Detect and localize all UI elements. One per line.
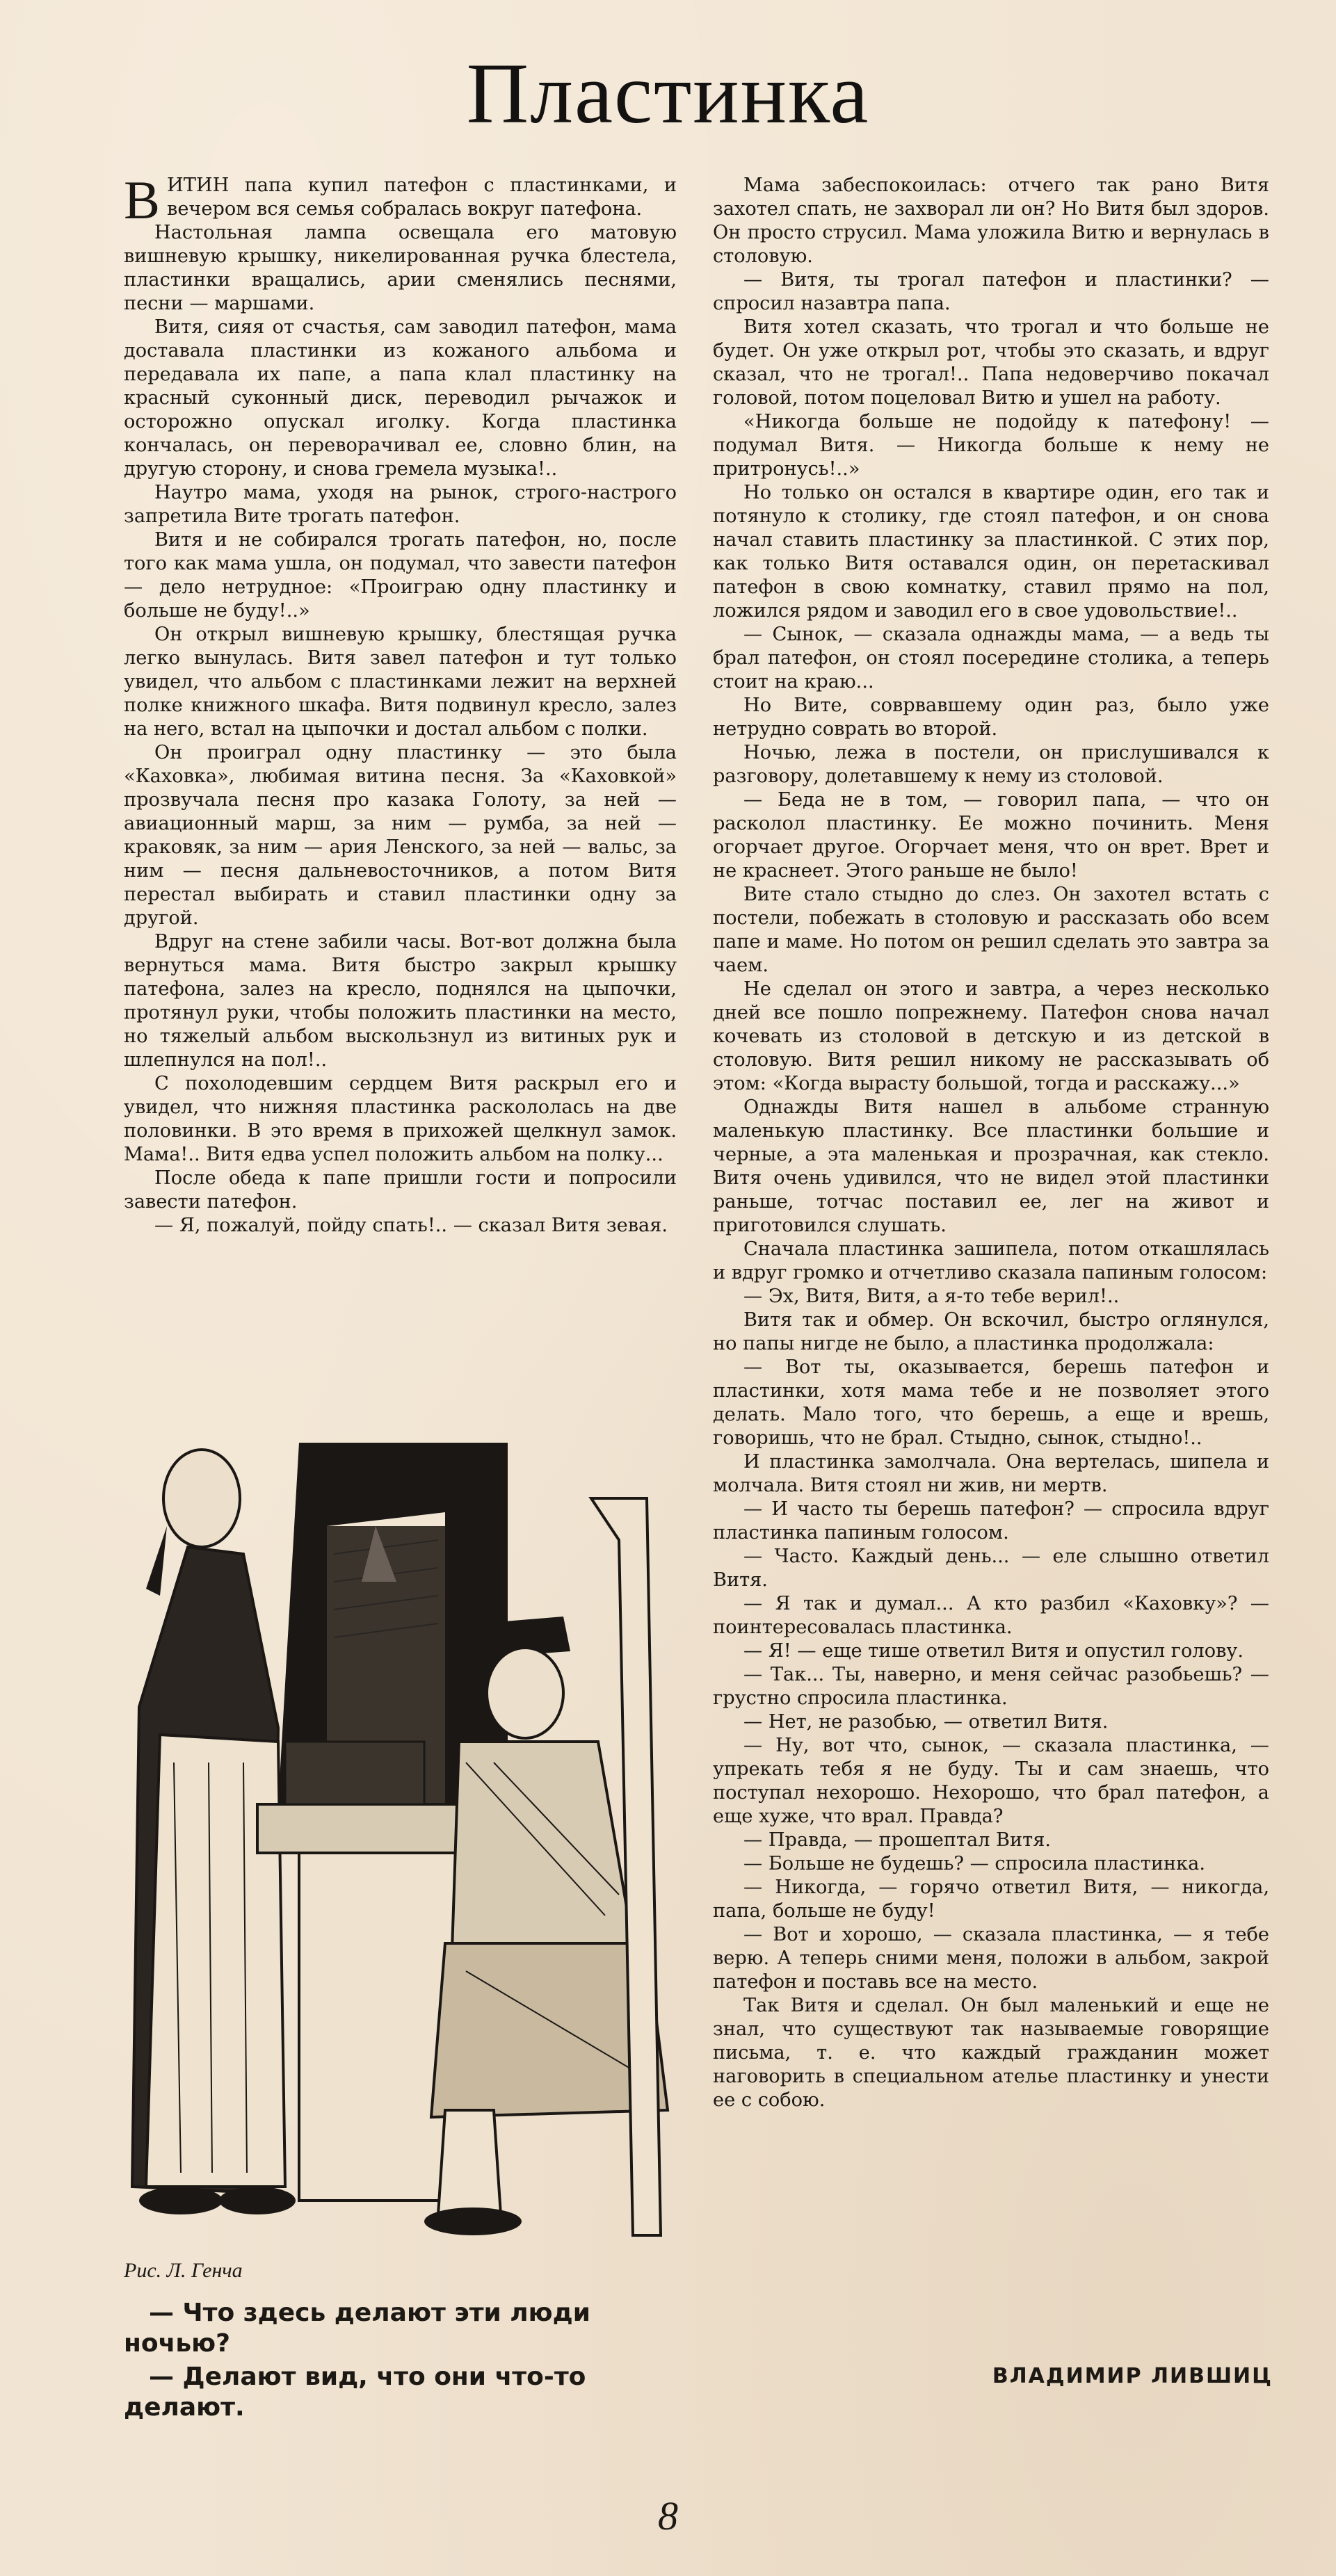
paragraph: Вите стало стыдно до слез. Он захотел встать с постели, побежать в столовую и рассказать обо всем папе и маме. Но потом он решил сделать это завтра за чаем. — [713, 884, 1269, 976]
story-title: Пластинка — [466, 46, 870, 141]
paragraph: Но только он остался в квартире один, его так и потянуло к столику, где стоял патефон, и он снова начал ставить пластинку за пластинкой. С этих пор, как только Витя оставался один, он перетаскивал патефон в свою комнатку, ставил прямо на пол, ложился рядом и заводил его в свое удовольствие!.. — [713, 482, 1269, 622]
paragraph: Витя и не собирался трогать патефон, но, после того как мама ушла, он подумал, что завести патефон — дело нетрудное: «Проиграю одну пластинку и больше не буду!..» — [124, 529, 677, 622]
right-text-column — [713, 174, 1269, 2112]
paragraph: И пластинка замолчала. Она вертелась, шипела и молчала. Витя стоял ни жив, ни мертв. — [713, 1451, 1269, 1496]
paragraph: Так Витя и сделал. Он был маленький и еще не знал, что существуют так называемые говорящие письма, т. е. что каждый гражданин может наговорить в специальном ателье пластинку и унести ее с собою. — [713, 1995, 1269, 2111]
paragraph: — Витя, ты трогал патефон и пластинки? — спросил назавтра папа. — [713, 269, 1269, 314]
paragraph: — Сынок, — сказала однажды мама, — а ведь ты брал патефон, он стоял посередине столика, а теперь стоит на краю... — [713, 624, 1269, 692]
author-name: ВЛАДИМИР ЛИВШИЦ — [992, 2364, 1273, 2388]
paragraph: — Вот и хорошо, — сказала пластинка, — я тебе верю. А теперь сними меня, положи в альбом, закрой патефон и поставь все на место. — [713, 1924, 1269, 1993]
paragraph: — Я! — еще тише ответил Витя и опустил голову. — [743, 1640, 1244, 1662]
story-illustration — [118, 1415, 682, 2242]
paragraph: — Часто. Каждый день... — еле слышно ответил Витя. — [713, 1546, 1269, 1591]
paragraph: Мама забеспокоилась: отчего так рано Витя захотел спать, не захворал ли он? Но Витя был здоров. Он просто струсил. Мама уложила Витю и вернулась в столовую. — [713, 175, 1269, 267]
left-paragraphs — [124, 221, 677, 1238]
joke-line-1: — Что здесь делают эти люди ночью? — [124, 2299, 590, 2358]
paragraph: Сначала пластинка зашипела, потом откашлялась и вдруг громко и отчетливо сказала папиным голосом: — [713, 1238, 1269, 1283]
paragraph: Он открыл вишневую крышку, блестящая ручка легко вынулась. Витя завел патефон и тут только увидел, что альбом с пластинками лежит на верхней полке книжного шкафа. Витя подвинул кресло, залез на него, встал на цыпочки и достал альбом с полки. — [124, 624, 677, 740]
paragraph: После обеда к папе пришли гости и попросили завести патефон. — [124, 1167, 677, 1213]
paragraph: Настольная лампа освещала его матовую вишневую крышку, никелированная ручка блестела, пластинки вращались, арии сменялись песнями, песни — маршами. — [124, 222, 677, 314]
joke-line-2: — Делают вид, что они что-то делают. — [124, 2363, 586, 2422]
paragraph: Витя, сияя от счастья, сам заводил патефон, мама доставала пластинки из кожаного альбома и передавала их папе, а папа клал пластинку на красный суконный диск, переводил рычажок и осторожно опускал иголку. Когда пластинка кончалась, он переворачивал ее, словно блин, на другую сторону, и снова гремела музыка!.. — [124, 316, 677, 480]
paragraph: Витя хотел сказать, что трогал и что больше не будет. Он уже открыл рот, чтобы это сказать, и вдруг сказал, что не трогал!.. Папа недоверчиво покачал головой, потом поцеловал Витю и ушел на работу. — [713, 316, 1269, 409]
right-paragraphs — [713, 174, 1269, 2112]
drop-cap: В — [124, 170, 161, 230]
left-text-column — [124, 170, 677, 1238]
paragraph: — И часто ты берешь патефон? — спросила вдруг пластинка папиным голосом. — [713, 1498, 1269, 1544]
paragraph: — Никогда, — горячо ответил Витя, — никогда, папа, больше не буду! — [713, 1877, 1269, 1922]
joke-block — [124, 2298, 680, 2426]
opening-paragraph — [124, 170, 677, 230]
paragraph: Он проиграл одну пластинку — это была «Каховка», любимая витина песня. За «Каховкой» прозвучала песня про казака Голоту, за ней — авиационный марш, за ним — румба, за ней — краковяк, за ним — ария Ленского, за ней — вальс, за ним — песня дальневосточников, а потом Витя перестал выбирать и ставил пластинки одну за другой. — [124, 742, 677, 929]
paragraph: — Больше не будешь? — спросила пластинка. — [743, 1853, 1205, 1874]
paragraph: Вдруг на стене забили часы. Вот-вот должна была вернуться мама. Витя быстро закрыл крышку патефона, залез на кресло, поднялся на цыпочки, протянул руки, чтобы положить пластинки на место, но тяжелый альбом выскользнул из витиных рук и шлепнулся на пол!.. — [124, 931, 677, 1071]
paragraph: Не сделал он этого и завтра, а через несколько дней все пошло попрежнему. Патефон снова начал кочевать из столовой в детскую и из детской в столовую. Витя решил никому не рассказывать об этом: «Когда вырасту большой, тогда и расскажу...» — [713, 978, 1269, 1094]
paragraph: — Нет, не разобью, — ответил Витя. — [743, 1711, 1109, 1733]
paragraph: Но Вите, соврвавшему один раз, было уже нетрудно соврать во второй. — [713, 695, 1269, 740]
paragraph: «Никогда больше не подойду к патефону! — подумал Витя. — Никогда больше к нему не притронусь!..» — [713, 411, 1269, 480]
opening-text: ИТИН папа купил патефон с пластинками, и вечером вся семья собралась вокруг патефона. — [167, 175, 677, 220]
paragraph: — Правда, — прошептал Витя. — [743, 1829, 1051, 1851]
paragraph: Ночью, лежа в постели, он прислушивался к разговору, долетавшему к нему из столовой. — [713, 742, 1269, 787]
paragraph: С похолодевшим сердцем Витя раскрыл его и увидел, что нижняя пластинка раскололась на две половинки. В это время в прихожей щелкнул замок. Мама!.. Витя едва успел положить альбом на полку... — [124, 1073, 677, 1165]
paragraph: — Вот ты, оказывается, берешь патефон и пластинки, хотя мама тебе и не позволяет этого делать. Мало того, что берешь, а еще и врешь, говоришь, что не брал. Стыдно, сынок, стыдно!.. — [713, 1356, 1269, 1449]
paragraph: — Я, пожалуй, пойду спать!.. — сказал Витя зевая. — [154, 1215, 668, 1236]
paragraph: Витя так и обмер. Он вскочил, быстро оглянулся, но папы нигде не было, а пластинка продолжала: — [713, 1309, 1269, 1354]
paragraph: — Эх, Витя, Витя, а я-то тебе верил!.. — [743, 1286, 1120, 1307]
paragraph: — Беда не в том, — говорил папа, — что он расколол пластинку. Ее можно починить. Меня огорчает другое. Огорчает меня, что он врет. Врет и не краснеет. Этого раньше не было! — [713, 789, 1269, 882]
illustration-caption: Рис. Л. Генча — [124, 2259, 243, 2282]
paragraph: Наутро мама, уходя на рынок, строго-настрого запретила Вите трогать патефон. — [124, 482, 677, 527]
paragraph: Однажды Витя нашел в альбоме странную маленькую пластинку. Все пластинки большие и черные, а эта маленькая и прозрачная, как стекло. Витя очень удивился, что не видел этой пластинки раньше, тотчас поставил ее, лег на живот и приготовился слушать. — [713, 1096, 1269, 1236]
paragraph: — Я так и думал... А кто разбил «Каховку»? — поинтересовалась пластинка. — [713, 1593, 1269, 1638]
paragraph: — Так... Ты, наверно, и меня сейчас разобьешь? — грустно спросила пластинка. — [713, 1664, 1269, 1709]
paragraph: — Ну, вот что, сынок, — сказала пластинка, — упрекать тебя я не буду. Ты и сам знаешь, что поступал нехорошо. Нехорошо, что брал патефон, а еще хуже, что врал. Правда? — [713, 1735, 1269, 1827]
page-number: 8 — [658, 2493, 678, 2538]
